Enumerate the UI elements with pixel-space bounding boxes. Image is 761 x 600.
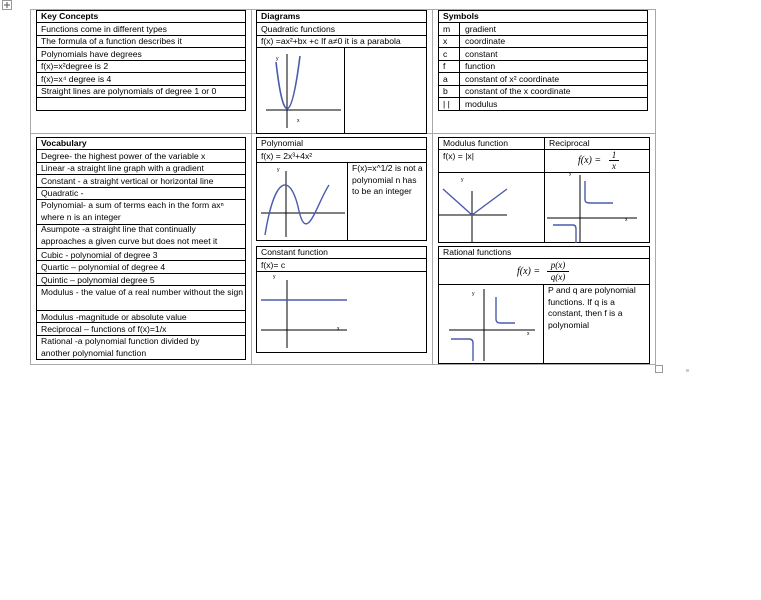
frame-col2 — [432, 9, 433, 365]
rational-note: P and q are polynomial functions. If q is a constant, then f is a polynomial — [548, 285, 636, 330]
symbol-meaning: constant — [465, 49, 498, 59]
symbol-cell: b — [443, 86, 448, 96]
reciprocal-numerator: 1 — [611, 150, 617, 160]
reciprocal-title: Reciprocal — [549, 138, 590, 148]
constant-function-formula: f(x)= c — [261, 260, 286, 270]
modulus-formula: f(x) = |x| — [443, 151, 474, 161]
vocabulary-row: Linear -a straight line graph with a gradient — [41, 163, 204, 173]
symbol-meaning: modulus — [465, 99, 498, 109]
polynomial-note: F(x)=x^1/2 is not a polynomial n has to be an integer — [352, 163, 423, 196]
y-axis-label: y — [276, 56, 279, 62]
frame-left — [30, 9, 31, 365]
vocabulary-row: Quadratic - — [41, 188, 84, 198]
symbol-meaning: constant of the x coordinate — [465, 86, 571, 96]
reciprocal-denominator: x — [612, 161, 616, 171]
vocabulary-row: Polynomial- a sum of terms each in the form axⁿ where n is an integer — [41, 200, 224, 222]
rational-title: Rational functions — [443, 247, 512, 257]
x-axis-label: x — [527, 331, 530, 337]
move-handle-icon[interactable] — [2, 0, 12, 10]
rational-graph — [439, 285, 543, 363]
x-axis-label: x — [625, 217, 628, 223]
vocabulary-row: Modulus -magnitude or absolute value — [41, 312, 187, 322]
symbol-cell: f — [443, 61, 446, 71]
rational-numerator: p(x) — [550, 260, 566, 270]
symbol-cell: | | — [443, 99, 450, 109]
key-concepts-row: f(x)=x²degree is 2 — [41, 61, 109, 71]
key-concepts-row: Functions come in different types — [41, 24, 167, 34]
rational-denominator: q(x) — [550, 272, 566, 282]
vocabulary-row: Degree- the highest power of the variable x — [41, 151, 206, 161]
symbol-meaning: gradient — [465, 24, 497, 34]
modulus-title: Modulus function — [443, 138, 508, 148]
modulus-graph — [439, 173, 543, 243]
vocabulary-row: Asumpote -a straight line that continually approaches a given curve but does not meet it — [41, 224, 218, 246]
vocabulary-row: Reciprocal – functions of f(x)=1/x — [41, 324, 167, 334]
symbol-cell: a — [443, 74, 448, 84]
reciprocal-formula-lhs: f(x) = — [578, 155, 602, 166]
vocabulary-header: Vocabulary — [41, 138, 87, 148]
y-axis-label: y — [277, 167, 280, 173]
symbols-header: Symbols — [443, 11, 479, 21]
reciprocal-graph — [545, 173, 649, 243]
quadratic-formula: f(x) =ax²+bx +c If a≠0 it is a parabola — [261, 36, 401, 46]
y-axis-label: y — [461, 177, 464, 183]
vocabulary-row: Quartic – polynomial of degree 4 — [41, 262, 166, 272]
cubic-graph — [257, 163, 347, 241]
frame-right — [655, 9, 656, 365]
symbol-cell: x — [443, 36, 448, 46]
vocabulary-row: Rational -a polynomial function divided by another polynomial function — [41, 336, 200, 358]
x-axis-label: x — [337, 326, 340, 332]
key-concepts-header: Key Concepts — [41, 11, 99, 21]
polynomial-title: Polynomial — [261, 138, 304, 148]
key-concepts-row: The formula of a function describes it — [41, 36, 182, 46]
vocabulary-row: Quintic – polynomial degree 5 — [41, 275, 155, 285]
key-concepts-row: Straight lines are polynomials of degree 1 or 0 — [41, 86, 217, 96]
key-concepts-row: Polynomials have degrees — [41, 49, 142, 59]
symbol-cell: c — [443, 49, 448, 59]
symbol-meaning: constant of x² coordinate — [465, 74, 560, 84]
polynomial-formula: f(x) = 2x³+4x² — [261, 151, 313, 161]
diagrams-header: Diagrams — [261, 11, 301, 21]
vocabulary-row: Cubic - polynomial of degree 3 — [41, 250, 158, 260]
symbol-meaning: coordinate — [465, 36, 506, 46]
resize-handle[interactable] — [655, 365, 663, 373]
x-axis-label: x — [297, 118, 300, 124]
vocabulary-row: Modulus - the value of a real number without the sign — [41, 287, 244, 297]
y-axis-label: y — [569, 171, 572, 177]
move-arrows-icon — [3, 1, 13, 11]
y-axis-label: y — [273, 274, 276, 280]
quadratic-title: Quadratic functions — [261, 24, 336, 34]
vocabulary-row: Constant - a straight vertical or horizontal line — [41, 176, 214, 186]
symbol-cell: m — [443, 24, 451, 34]
rational-formula-lhs: f(x) = — [517, 266, 541, 277]
table-end-mark — [686, 369, 689, 372]
y-axis-label: y — [472, 291, 475, 297]
constant-graph — [257, 272, 427, 352]
key-concepts-row: f(x)=x⁴ degree is 4 — [41, 74, 112, 84]
frame-col1 — [251, 9, 252, 365]
parabola-graph — [256, 48, 344, 134]
symbol-meaning: function — [465, 61, 496, 71]
constant-function-title: Constant function — [261, 247, 328, 257]
frame-bottom — [30, 364, 656, 365]
